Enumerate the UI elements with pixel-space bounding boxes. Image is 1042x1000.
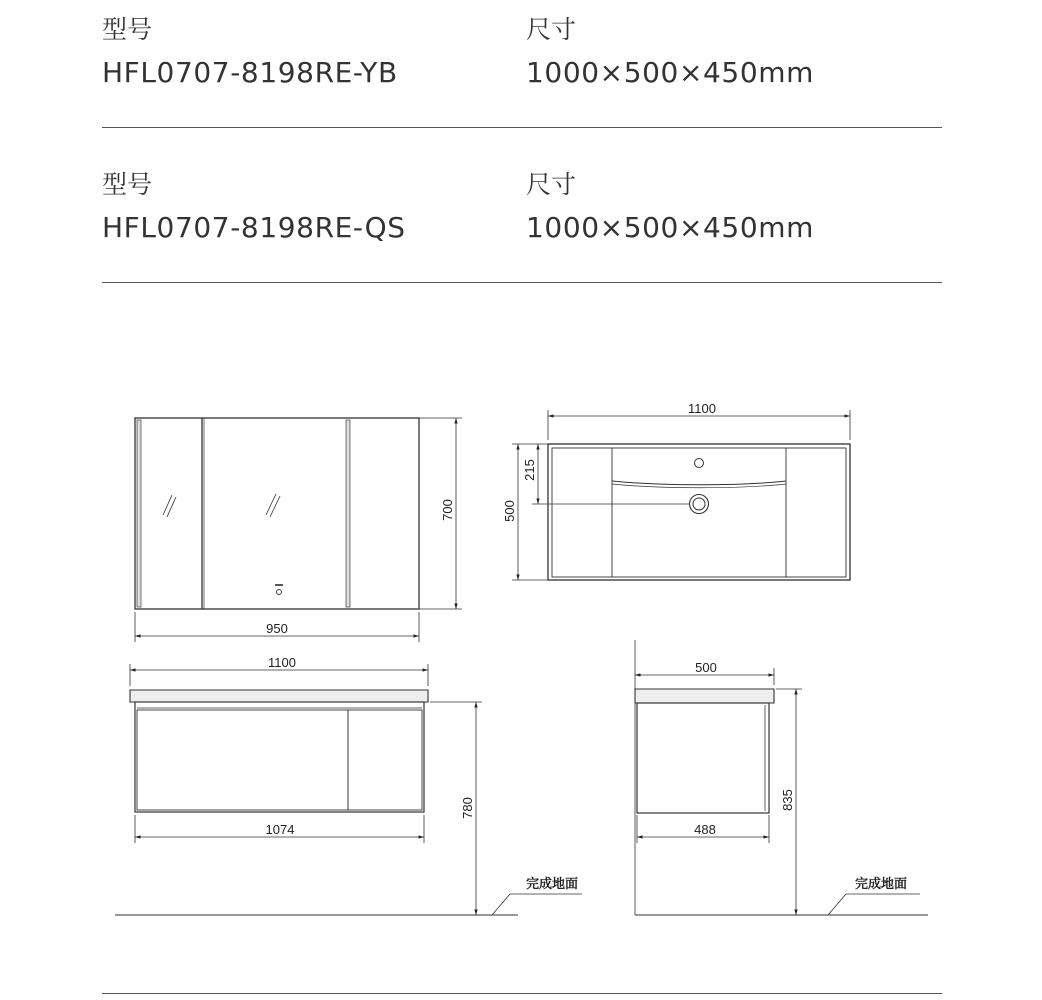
logo-mark [275, 584, 283, 586]
faucet-offset-label: 215 [522, 459, 537, 481]
mirror-cabinet-outline [135, 418, 419, 609]
side-cabinet-depth-label: 488 [694, 822, 716, 837]
side-floor-label: 完成地面 [854, 877, 908, 892]
side-countertop [635, 689, 774, 703]
countertop [130, 690, 428, 702]
side-cabinet-body [637, 703, 769, 813]
front-top-width-label: 1100 [268, 655, 296, 670]
mirror-cabinet-drawing [135, 418, 419, 609]
side-view-drawing [635, 689, 774, 813]
mirror-height-label: 700 [440, 499, 455, 521]
basin-top-view-drawing [548, 444, 850, 580]
model-label: 型号 [102, 170, 153, 199]
drawer-right [348, 710, 422, 810]
faucet-hole-icon [695, 459, 704, 468]
basin-depth-label: 500 [502, 500, 517, 522]
basin-outline [548, 444, 850, 580]
basin-width-label: 1100 [688, 401, 716, 416]
switch-button-icon [277, 590, 282, 595]
size-value: 1000×500×450mm [526, 56, 815, 89]
model-value: HFL0707-8198RE-YB [102, 56, 398, 89]
side-height-label: 835 [780, 789, 795, 811]
front-view-drawing [130, 690, 428, 812]
front-height-label: 780 [460, 797, 475, 819]
size-label: 尺寸 [526, 170, 577, 199]
cabinet-body [135, 702, 424, 812]
front-cabinet-width-label: 1074 [265, 822, 295, 837]
model-label: 型号 [102, 15, 153, 44]
size-label: 尺寸 [526, 15, 577, 44]
drawer-left [137, 710, 348, 810]
mirror-width-label: 950 [266, 621, 288, 636]
size-value: 1000×500×450mm [526, 211, 815, 244]
front-floor-label: 完成地面 [525, 877, 579, 892]
side-top-depth-label: 500 [695, 660, 717, 675]
drain-icon [690, 495, 709, 514]
model-value: HFL0707-8198RE-QS [102, 211, 406, 244]
